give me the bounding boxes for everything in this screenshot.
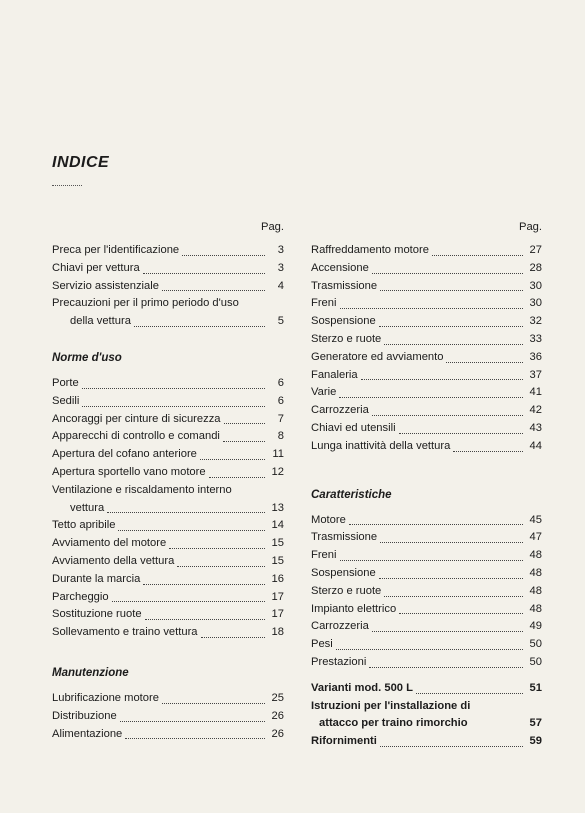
- toc-entry-multiline[interactable]: [52, 295, 284, 331]
- toc-entry[interactable]: [311, 242, 542, 260]
- toc-entry-multiline[interactable]: [52, 482, 284, 518]
- leader-dots: [125, 726, 265, 739]
- toc-entry-label: Lunga inattività della vettura: [311, 439, 451, 452]
- toc-entry-page: 36: [529, 350, 542, 363]
- toc-entry[interactable]: [52, 446, 284, 464]
- leader-dots: [361, 367, 523, 380]
- leader-dots: [134, 314, 265, 327]
- leader-dots: [340, 548, 524, 561]
- toc-left-column: [52, 218, 284, 743]
- toc-entry[interactable]: [52, 260, 284, 278]
- leader-dots: [339, 385, 523, 398]
- leader-dots: [209, 465, 265, 478]
- toc-entry-label: Lubrificazione motore: [52, 691, 159, 704]
- leader-dots: [349, 512, 523, 525]
- leader-dots: [340, 296, 524, 309]
- leader-dots: [380, 734, 523, 747]
- leader-dots: [162, 278, 265, 291]
- toc-entry-page: 7: [277, 412, 284, 425]
- toc-entry-page: 44: [529, 439, 542, 452]
- toc-entry-label: Avviamento del motore: [52, 537, 167, 550]
- toc-entry-label: Fanaleria: [311, 368, 358, 381]
- toc-norme-list: [52, 375, 284, 482]
- toc-entry-page: 8: [277, 430, 284, 443]
- toc-entry-label: Prestazioni: [311, 655, 367, 668]
- toc-entry-label-line2: della vettura: [70, 315, 131, 328]
- toc-entry-page: 45: [529, 513, 542, 526]
- toc-entry-label: Apertura del cofano anteriore: [52, 448, 197, 461]
- toc-entry-page: 27: [529, 244, 542, 256]
- toc-entry-label: Raffreddamento motore: [311, 244, 429, 256]
- toc-entry-page: 50: [529, 655, 542, 668]
- leader-dots: [384, 584, 523, 597]
- toc-entry-label: Motore: [311, 513, 346, 526]
- leader-dots: [384, 332, 523, 345]
- toc-entry[interactable]: [311, 260, 542, 278]
- toc-entry[interactable]: [311, 384, 542, 402]
- toc-entry-label: Distribuzione: [52, 709, 117, 722]
- toc-entry[interactable]: [52, 517, 284, 535]
- toc-entry[interactable]: [311, 654, 542, 672]
- toc-entry-page: 50: [529, 638, 542, 651]
- toc-entry-page: 51: [529, 681, 542, 694]
- toc-entry-label: Sospensione: [311, 315, 376, 328]
- pag-header-right: Pag.: [518, 221, 542, 233]
- toc-entry-page: 15: [271, 554, 284, 567]
- leader-dots: [182, 243, 265, 256]
- leader-dots: [223, 429, 265, 442]
- toc-entry[interactable]: [52, 535, 284, 553]
- toc-entry[interactable]: [311, 583, 542, 601]
- toc-entry-label-line1: Istruzioni per l'installazione di: [311, 699, 471, 712]
- toc-entry[interactable]: [311, 331, 542, 349]
- leader-dots: [372, 619, 523, 632]
- toc-manutenzione-list: [52, 690, 284, 743]
- toc-entry-page: 4: [277, 279, 284, 292]
- leader-dots: [336, 637, 523, 650]
- toc-entry[interactable]: [311, 367, 542, 385]
- toc-entry-page: 32: [529, 315, 542, 328]
- toc-entry-page: 30: [529, 297, 542, 310]
- toc-right-column: [311, 218, 542, 751]
- toc-entry-page: 3: [277, 261, 284, 274]
- toc-entry[interactable]: [311, 601, 542, 619]
- toc-entry-page: 48: [529, 584, 542, 597]
- leader-dots: [201, 625, 265, 638]
- leader-dots: [432, 243, 523, 256]
- toc-entry[interactable]: [52, 464, 284, 482]
- pag-header-left: Pag.: [260, 221, 284, 233]
- leader-dots: [200, 447, 265, 460]
- toc-entry-page: 48: [529, 549, 542, 562]
- toc-entry-page: 30: [529, 279, 542, 292]
- toc-entry-label: Apparecchi di controllo e comandi: [52, 430, 220, 443]
- toc-entry-page: 49: [529, 620, 542, 633]
- leader-dots: [372, 403, 523, 416]
- toc-entry-label: Tetto apribile: [52, 519, 116, 532]
- toc-entry-page: 48: [529, 602, 542, 615]
- toc-entry[interactable]: [52, 624, 284, 642]
- leader-dots: [107, 500, 265, 513]
- toc-entry-page: 17: [271, 590, 284, 603]
- toc-entry[interactable]: [311, 402, 542, 420]
- toc-entry-page: 42: [529, 404, 542, 417]
- leader-dots: [446, 350, 523, 363]
- toc-entry[interactable]: [52, 708, 284, 726]
- toc-entry-label-line2: vettura: [70, 501, 105, 514]
- toc-entry-page: 33: [529, 332, 542, 345]
- toc-entry-page: 3: [277, 244, 284, 256]
- toc-entry-page: 25: [271, 691, 284, 704]
- toc-entry-page: 26: [271, 727, 284, 740]
- toc-caratteristiche-list: [311, 512, 542, 672]
- toc-entry-varianti[interactable]: [311, 680, 542, 698]
- toc-entry-label: Sostituzione ruote: [52, 608, 142, 621]
- toc-entry-label: Preca per l'identificazione: [52, 244, 180, 256]
- toc-entry-page: 28: [529, 261, 542, 274]
- toc-entry[interactable]: [311, 295, 542, 313]
- toc-entry-label: Carrozzeria: [311, 404, 369, 417]
- toc-entry[interactable]: [311, 349, 542, 367]
- toc-entry[interactable]: [52, 242, 284, 260]
- toc-entry-page: 18: [271, 626, 284, 639]
- section-title-caratteristiche: Caratteristiche: [311, 488, 392, 501]
- leader-dots: [379, 314, 523, 327]
- toc-entry-label: Avviamento della vettura: [52, 554, 175, 567]
- toc-entry-istruzioni[interactable]: [311, 698, 542, 734]
- toc-entry-label: Parcheggio: [52, 590, 109, 603]
- toc-entry-label: Rifornimenti: [311, 735, 377, 748]
- toc-entry-label: Ancoraggi per cinture di sicurezza: [52, 412, 221, 425]
- toc-entry[interactable]: [52, 278, 284, 296]
- leader-dots: [453, 439, 523, 452]
- toc-entry-label: Alimentazione: [52, 727, 123, 740]
- toc-entry-page: 14: [271, 519, 284, 532]
- toc-entry-page: 11: [272, 448, 284, 461]
- toc-entry[interactable]: [311, 512, 542, 530]
- leader-dots: [162, 691, 265, 704]
- leader-dots: [118, 518, 265, 531]
- toc-entry[interactable]: [52, 690, 284, 708]
- toc-entry-label: Sollevamento e traino vettura: [52, 626, 198, 639]
- toc-entry-page: 15: [271, 537, 284, 550]
- leader-dots: [416, 681, 523, 694]
- toc-intro-list: [52, 242, 284, 295]
- toc-entry[interactable]: [52, 428, 284, 446]
- leader-dots: [143, 261, 265, 274]
- toc-entry-label: Generatore ed avviamento: [311, 350, 444, 363]
- toc-entry-page: 59: [529, 735, 542, 748]
- toc-entry-label-line1: Precauzioni per il primo periodo d'uso: [52, 297, 239, 310]
- leader-dots: [82, 394, 265, 407]
- toc-entry-page: 17: [271, 608, 284, 621]
- toc-entry[interactable]: [52, 375, 284, 393]
- toc-entry-label: Accensione: [311, 261, 369, 274]
- toc-entry-label: Chiavi ed utensili: [311, 421, 396, 434]
- toc-entry-label: Sterzo e ruote: [311, 332, 382, 345]
- toc-entry[interactable]: [311, 278, 542, 296]
- toc-entry[interactable]: [311, 618, 542, 636]
- toc-entry-label: Trasmissione: [311, 531, 378, 544]
- leader-dots: [120, 709, 265, 722]
- toc-entry-label: Freni: [311, 297, 337, 310]
- toc-entry-label: Chiavi per vettura: [52, 261, 140, 274]
- toc-entry-label: Porte: [52, 376, 79, 389]
- leader-dots: [143, 572, 265, 585]
- toc-entry-label: Carrozzeria: [311, 620, 369, 633]
- toc-entry-label-line2: attacco per traino rimorchio: [319, 717, 468, 730]
- toc-entry-label: Varie: [311, 386, 337, 399]
- leader-dots: [145, 607, 265, 620]
- toc-entry-page: 57: [529, 717, 542, 730]
- toc-entry-label: Durante la marcia: [52, 572, 141, 585]
- toc-entry[interactable]: [311, 547, 542, 565]
- leader-dots: [379, 566, 523, 579]
- toc-entry-page: 48: [529, 566, 542, 579]
- toc-entry-label: Servizio assistenziale: [52, 279, 159, 292]
- toc-entry-page: 16: [271, 572, 284, 585]
- toc-entry-page: 12: [271, 465, 284, 478]
- toc-entry-page: 5: [277, 315, 284, 328]
- section-title-norme: Norme d'uso: [52, 351, 122, 364]
- toc-entry-label: Freni: [311, 549, 337, 562]
- toc-entry[interactable]: [311, 565, 542, 583]
- leader-dots: [380, 530, 523, 543]
- toc-entry[interactable]: [52, 589, 284, 607]
- toc-entry-label: Impianto elettrico: [311, 602, 397, 615]
- toc-entry-label: Pesi: [311, 638, 333, 651]
- leader-dots: [372, 261, 523, 274]
- toc-entry[interactable]: [52, 553, 284, 571]
- toc-manutenzione-list-cont: [311, 242, 542, 456]
- toc-entry-page: 6: [277, 394, 284, 407]
- toc-norme-list-2: [52, 517, 284, 642]
- toc-entry-label: Varianti mod. 500 L: [311, 681, 413, 694]
- toc-entry-page: 37: [529, 368, 542, 381]
- toc-entry[interactable]: [311, 420, 542, 438]
- toc-entry[interactable]: [311, 529, 542, 547]
- page-title: INDICE: [52, 154, 110, 171]
- toc-entry-label: Trasmissione: [311, 279, 378, 292]
- toc-entry-page: 47: [529, 531, 542, 544]
- toc-entry-rifornimenti[interactable]: [311, 733, 542, 751]
- toc-entry[interactable]: [52, 571, 284, 589]
- toc-entry[interactable]: [52, 606, 284, 624]
- leader-dots: [177, 554, 265, 567]
- toc-entry[interactable]: [311, 438, 542, 456]
- toc-entry[interactable]: [311, 636, 542, 654]
- section-title-manutenzione: Manutenzione: [52, 666, 129, 679]
- toc-entry-page: 6: [277, 376, 284, 389]
- toc-entry[interactable]: [52, 726, 284, 744]
- leader-dots: [399, 421, 523, 434]
- toc-entry[interactable]: [52, 393, 284, 411]
- toc-entry-label-line1: Ventilazione e riscaldamento interno: [52, 483, 232, 496]
- toc-entry-page: 13: [271, 501, 284, 514]
- toc-entry-label: Sterzo e ruote: [311, 584, 382, 597]
- leader-dots: [112, 589, 265, 602]
- toc-entry-page: 41: [529, 386, 542, 399]
- leader-dots: [82, 376, 265, 389]
- subtitle-mark: [52, 185, 82, 189]
- toc-entry-page: 26: [271, 709, 284, 722]
- toc-entry[interactable]: [311, 313, 542, 331]
- toc-entry-page: 43: [529, 421, 542, 434]
- leader-dots: [380, 278, 523, 291]
- toc-entry-label: Sedili: [52, 394, 80, 407]
- leader-dots: [224, 411, 265, 424]
- toc-entry-label: Sospensione: [311, 566, 376, 579]
- leader-dots: [169, 536, 265, 549]
- toc-entry[interactable]: [52, 411, 284, 429]
- toc-entry-label: Apertura sportello vano motore: [52, 465, 206, 478]
- leader-dots: [399, 601, 523, 614]
- leader-dots: [369, 655, 523, 668]
